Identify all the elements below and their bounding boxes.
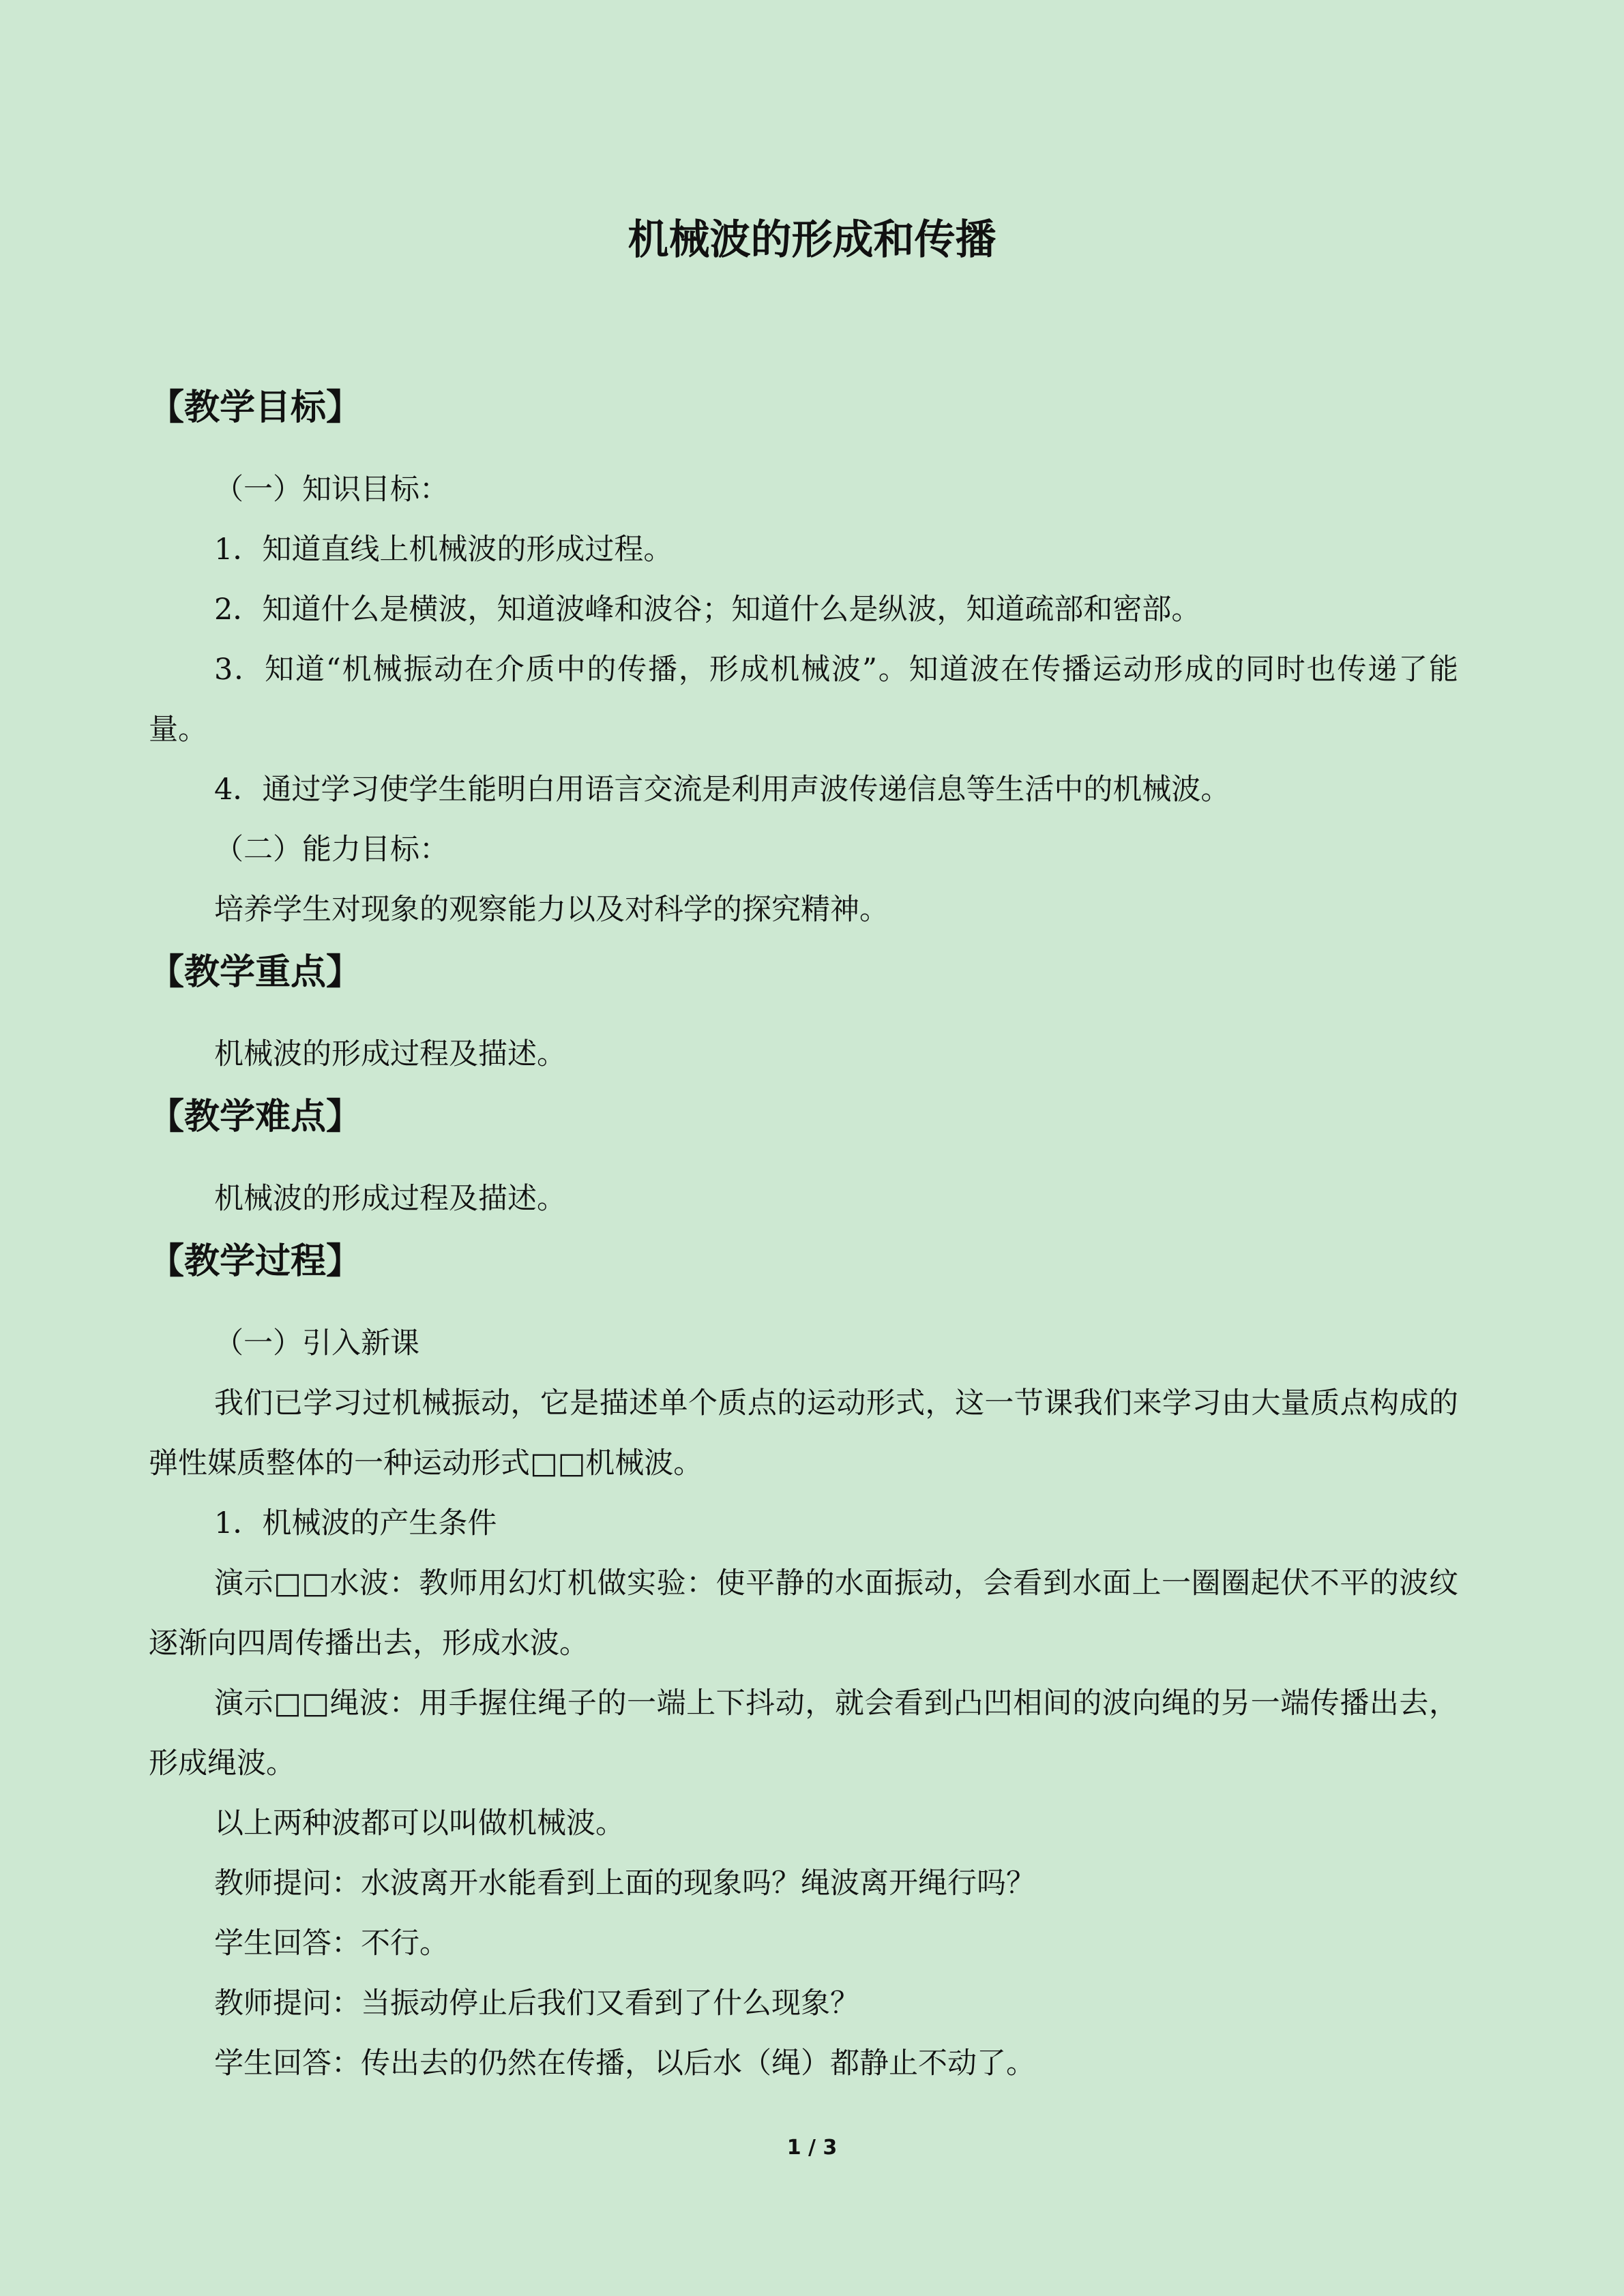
process-paragraph: （一）引入新课 [214,1326,419,1360]
goals-paragraph: （二）能力目标： [214,833,449,867]
process-paragraph: 演示□□水波：教师用幻灯机做实验：使平静的水面振动，会看到水面上一圈圈起伏不平的波纹逐渐向四周传播出去，形成水波。 [149,1566,1458,1660]
section-heading-process: 【教学过程】 [149,1241,362,1282]
goals-paragraph: 3．知道“机械振动在介质中的传播，形成机械波”。知道波在传播运动形成的同时也传递了能量。 [149,653,1458,747]
process-paragraph: 教师提问：当振动停止后我们又看到了什么现象？ [214,1986,859,2021]
goals-paragraph: 培养学生对现象的观察能力以及对科学的探究精神。 [214,893,889,927]
process-paragraph: 以上两种波都可以叫做机械波。 [214,1806,625,1840]
process-paragraph: 学生回答：传出去的仍然在传播，以后水（绳）都静止不动了。 [214,2046,1035,2081]
process-paragraph: 学生回答：不行。 [214,1926,449,1960]
document-title: 机械波的形成和传播 [628,216,996,264]
difficulties-paragraph: 机械波的形成过程及描述。 [214,1182,566,1216]
process-paragraph: 教师提问：水波离开水能看到上面的现象吗？绳波离开绳行吗？ [214,1866,1035,1900]
document-body [149,382,1458,2093]
goals-paragraph: 1．知道直线上机械波的形成过程。 [214,533,673,567]
process-paragraph: 我们已学习过机械振动，它是描述单个质点的运动形式，这一节课我们来学习由大量质点构成的弹性媒质整体的一种运动形式□□机械波。 [149,1386,1458,1480]
goals-paragraph: （一）知识目标： [214,473,449,507]
section-heading-key-points: 【教学重点】 [149,952,362,993]
goals-paragraph: 2．知道什么是横波，知道波峰和波谷；知道什么是纵波，知道疏部和密部。 [214,593,1201,627]
goals-paragraph: 4．通过学习使学生能明白用语言交流是利用声波传递信息等生活中的机械波。 [214,773,1230,807]
page-number: 1 / 3 [786,2136,838,2160]
process-paragraph: 1．机械波的产生条件 [214,1506,497,1540]
section-heading-goals: 【教学目标】 [149,387,362,428]
key-points-paragraph: 机械波的形成过程及描述。 [214,1037,566,1071]
process-paragraph: 演示□□绳波：用手握住绳子的一端上下抖动，就会看到凸凹相间的波向绳的另一端传播出去，形成绳波。 [149,1686,1458,1780]
section-heading-difficulties: 【教学难点】 [149,1097,362,1137]
